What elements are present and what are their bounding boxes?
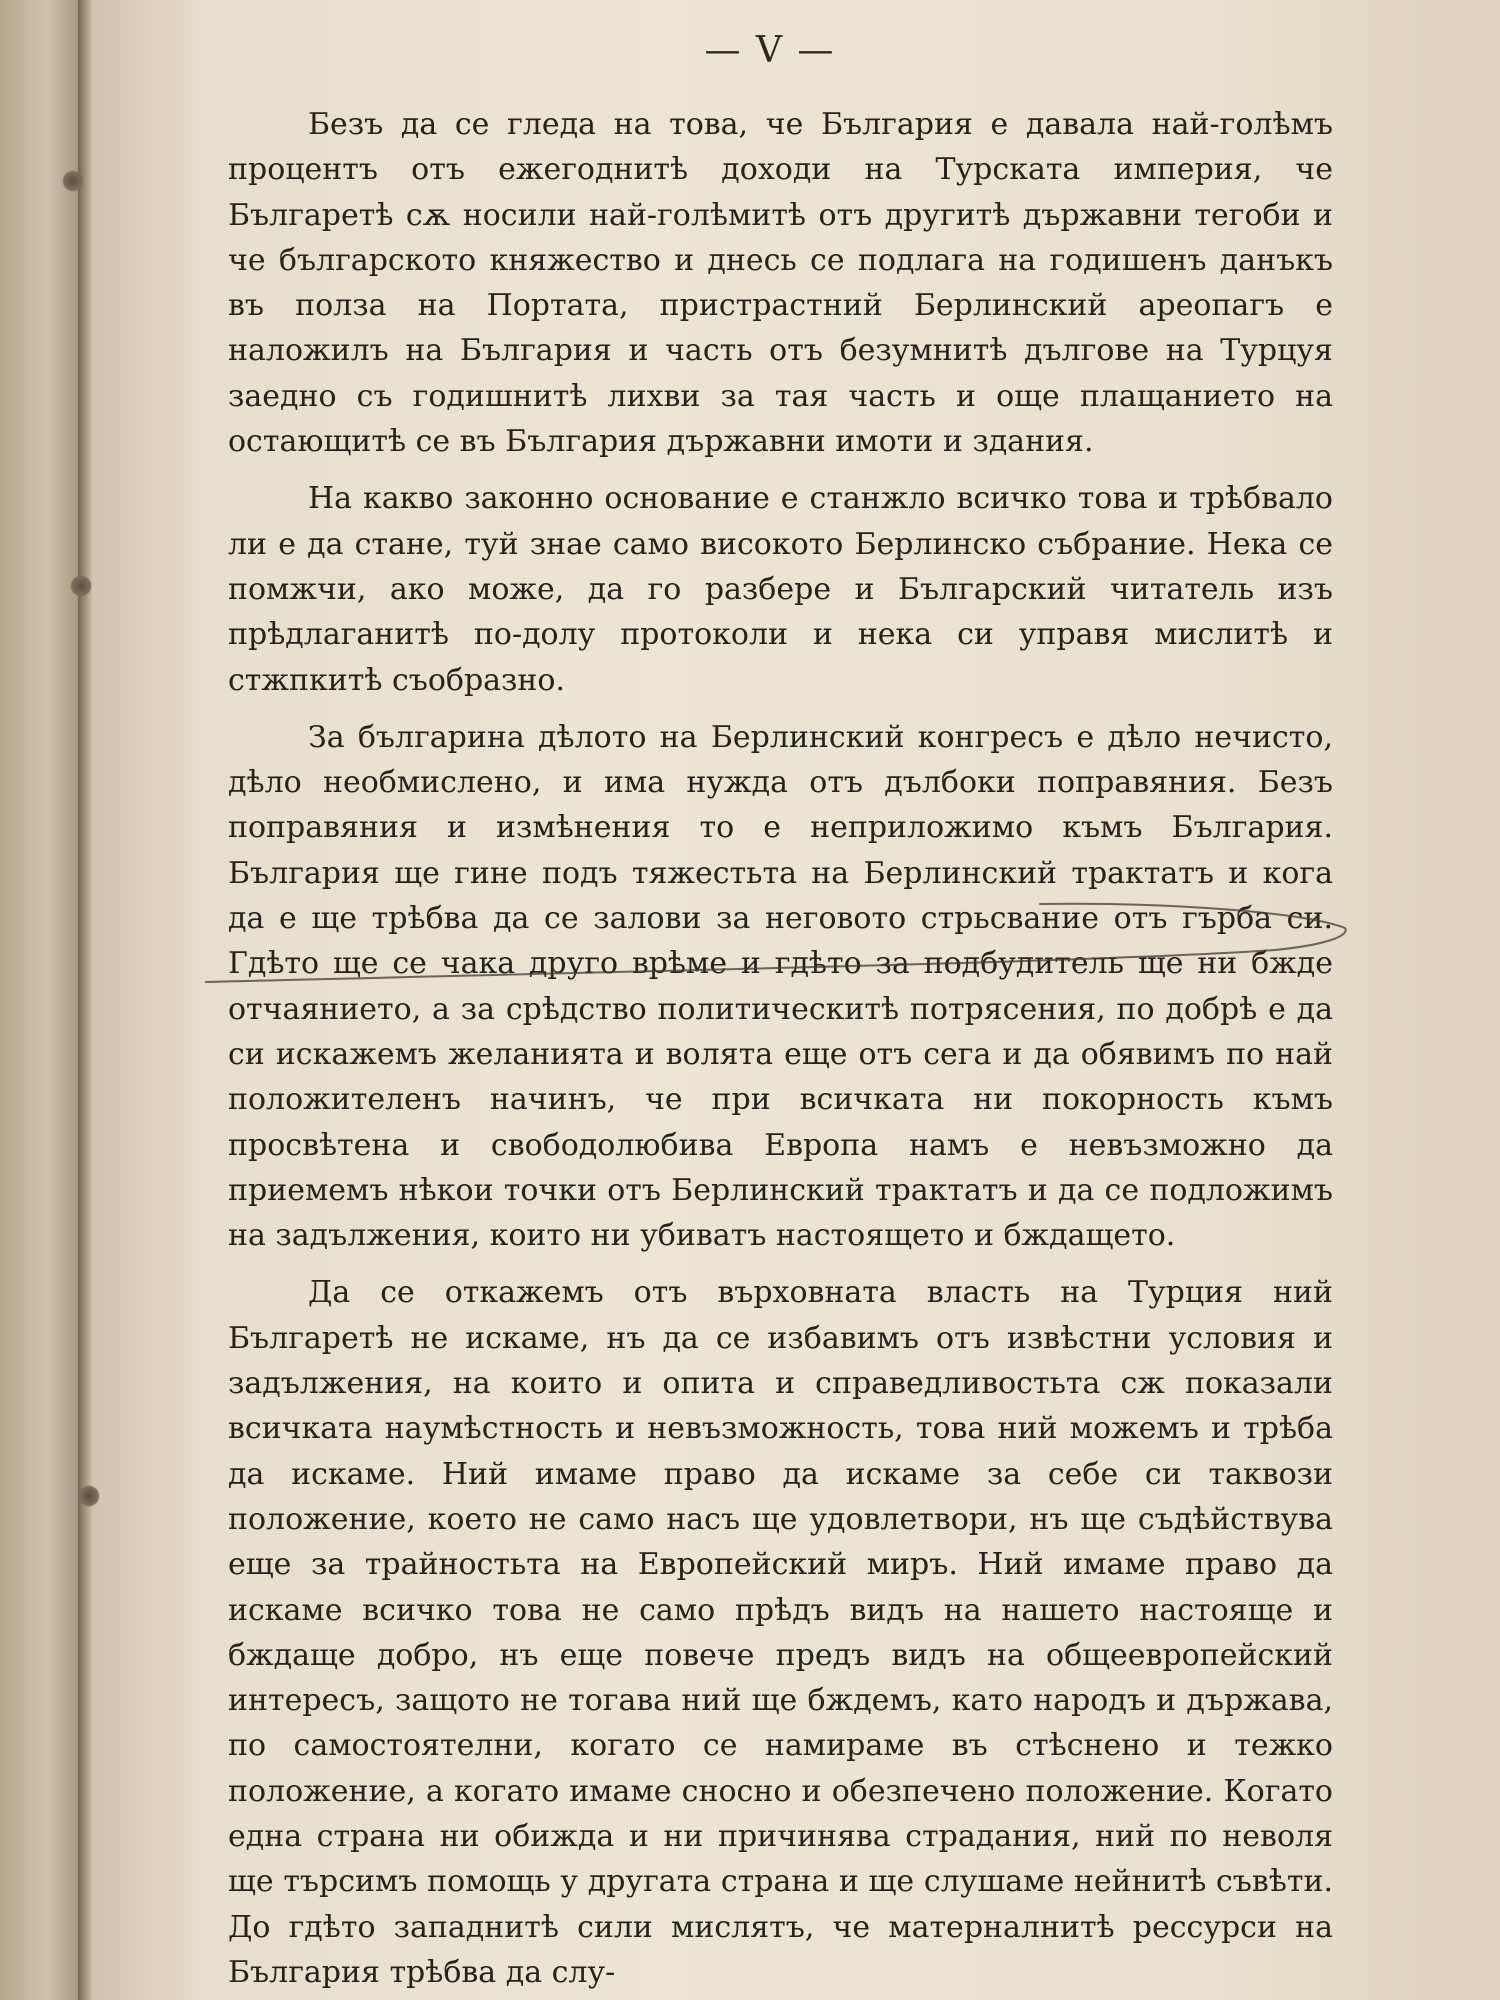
book-spine xyxy=(78,0,92,2000)
binding-stitch-mark xyxy=(62,170,84,192)
paragraph: За българина дѣлото на Берлинский конгресъ е дѣло нечисто, дѣло необмислено, и има нужда отъ дълбоки поправяния. Безъ поправяния и измѣнения то е неприложимо къмъ България. България ще гине подъ тяжестьта на Берлинский трактатъ и кога да е ще трѣбва да се залови за неговото стрьсвание отъ гърба си. Гдѣто ще се чака друго врѣме и гдѣто за подбудитель ще ни бжде отчаянието, а за срѣдство политическитѣ потрясения, по добрѣ е да си искажемъ желанията и волята еще отъ сега и да обявимъ по най положителенъ начинъ, че при всичката ни покорность къмъ просвѣтена и свободолюбива Европа намъ е невъзможно да приемемъ нѣкои точки отъ Берлинский трактатъ и да се подложимъ на задължения, които ни убиватъ настоящето и бждащето. xyxy=(228,719,1333,1254)
body-text xyxy=(228,102,1333,1995)
page-number-header: — V — xyxy=(704,30,836,71)
facing-page-edge xyxy=(0,0,78,2000)
paragraph: Да се откажемъ отъ върховната власть на Турция ний Българетѣ не искаме, нъ да се избавимъ отъ извѣстни условия и задължения, на които и опита и справедливостьта сж показали всичката наумѣстность и невъзможность, това ний можемъ и трѣба да искаме. Ний имаме право да искаме за себе си таквози положение, което не само насъ ще удовлетвори, нъ ще съдѣйствува еще за трайностьта на Европейский миръ. Ний имаме право да искаме всичко това не само прѣдъ видъ на нашето настояще и бждаще добро, нъ еще повече предъ видъ на общеевропейский интересъ, защото не тогава ний ще бждемъ, като народъ и държава, по самостоятелни, когато се намираме въ стѣснено и тежко положение, а когато имаме сносно и обезпечено положение. Когато една страна ни обижда и ни причинява страдания, ний по неволя ще търсимъ помощь у другата страна и ще слушаме нейнитѣ съвѣти. До гдѣто западнитѣ сили мислятъ, че матерналнитѣ рессурси на България трѣбва да слу- xyxy=(228,1275,1333,1990)
binding-stitch-mark xyxy=(78,1485,100,1507)
paragraph: На какво законно основание е станжло всичко това и трѣбвало ли е да стане, туй знае само високото Берлинско събрание. Нека се помжчи, ако може, да го разбере и Българский читатель изъ прѣдлаганитѣ по-долу протоколи и нека си управя мислитѣ и стжпкитѣ съобразно. xyxy=(228,481,1333,698)
paragraph: Безъ да се гледа на това, че България е давала най-голѣмъ процентъ отъ ежегоднитѣ доходи на Турската империя, че Българетѣ сѫ носили най-голѣмитѣ отъ другитѣ държавни тегоби и че българското княжество и днесь се подлага на годишенъ данъкъ въ полза на Портата, пристрастний Берлинский ареопагъ е наложилъ на България и часть отъ безумнитѣ дългове на Турцуя заедно съ годишнитѣ лихви за тая часть и още плащанието на остающитѣ се въ България държавни имоти и здания. xyxy=(228,107,1333,460)
binding-stitch-mark xyxy=(70,575,92,597)
